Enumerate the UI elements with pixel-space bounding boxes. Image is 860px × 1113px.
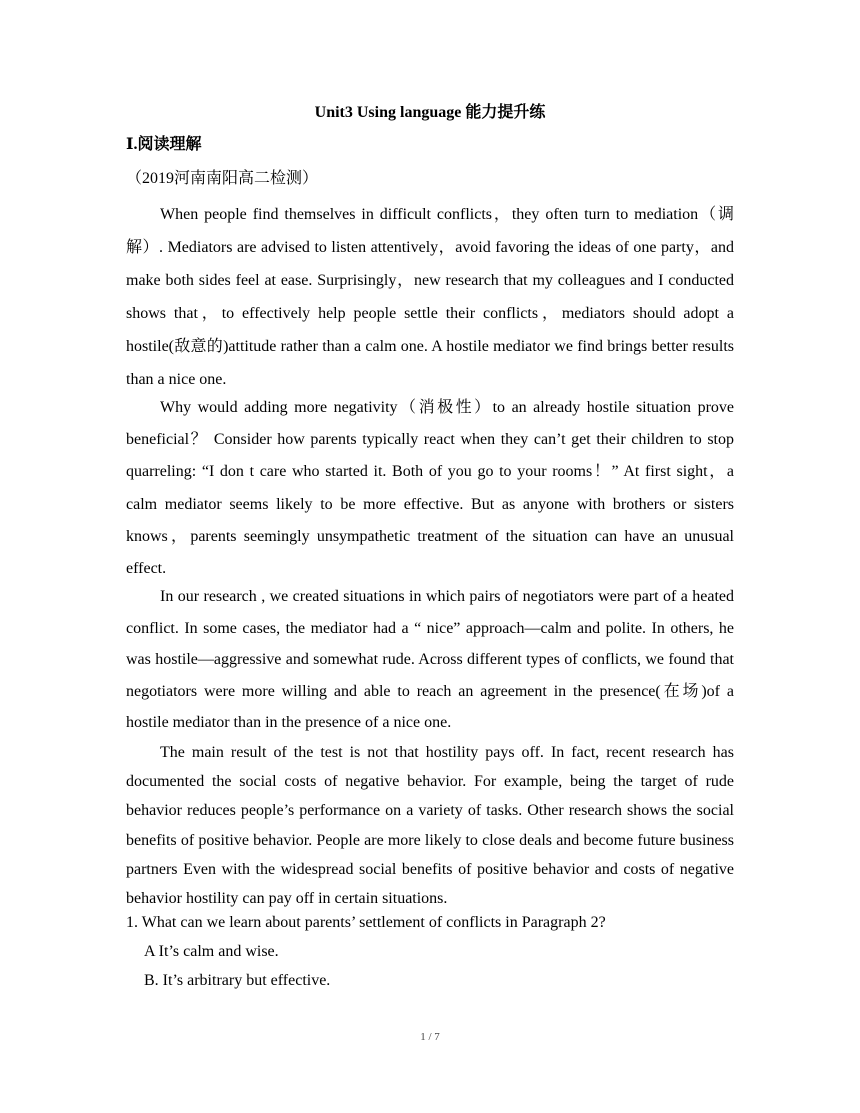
paragraph-text: The main result of the test is not that hostility pays off. In fact, recent research has documented the social costs of negative behavior. For example, being the target of rude behavior reduces people’s performance on a variety of tasks. Other research shows the social benefits of positive behavior. People are more likely to close deals and become future business partners Even with the widespread social benefits of positive behavior and costs of negative behavior hostility can pay off in certain situations. <box>126 744 734 908</box>
passage-paragraph-1 <box>126 198 734 396</box>
section-heading: Ⅰ.阅读理解 <box>126 136 202 153</box>
passage-paragraph-2 <box>126 392 734 585</box>
paragraph-text: Why would adding more negativity（消极性）to an already hostile situation prove beneficial？ Consider how parents typically react when they can’t get their children to stop quarreling: “I don t care who started it. Both of you go to your rooms！” At first sight，a calm mediator seems likely to be more effective. But as anyone with brothers or sisters knows，parents seemingly unsympathetic treatment of the situation can have an unusual effect. <box>126 399 734 578</box>
answer-option-a: A It’s calm and wise. <box>144 943 279 960</box>
passage-paragraph-4 <box>126 738 734 913</box>
answer-option-b: B. It’s arbitrary but effective. <box>144 972 331 989</box>
page-number: 1 / 7 <box>420 1031 440 1043</box>
document-title: Unit3 Using language 能力提升练 <box>314 104 546 121</box>
paragraph-text: When people find themselves in difficult conflicts，they often turn to mediation（调解）. Mediators are advised to listen attentively，avoid favoring the ideas of one party，and make both sides feel at ease. Surprisingly，new research that my colleagues and I conducted shows that，to effectively help people settle their conflicts，mediators should adopt a hostile(敌意的)attitude rather than a calm one. A hostile mediator we find brings better results than a nice one. <box>126 206 734 388</box>
question-stem: 1. What can we learn about parents’ settlement of conflicts in Paragraph 2? <box>126 914 606 931</box>
passage-paragraph-3 <box>126 581 734 739</box>
paragraph-text: In our research , we created situations in which pairs of negotiators were part of a heated conflict. In some cases, the mediator had a “ nice” approach—calm and polite. In others, he was hostile—aggressive and somewhat rude. Across different types of conflicts, we found that negotiators were more willing and able to reach an agreement in the presence(在场)of a hostile mediator than in the presence of a nice one. <box>126 588 734 731</box>
source-note: （2019河南南阳高二检测） <box>126 170 319 187</box>
